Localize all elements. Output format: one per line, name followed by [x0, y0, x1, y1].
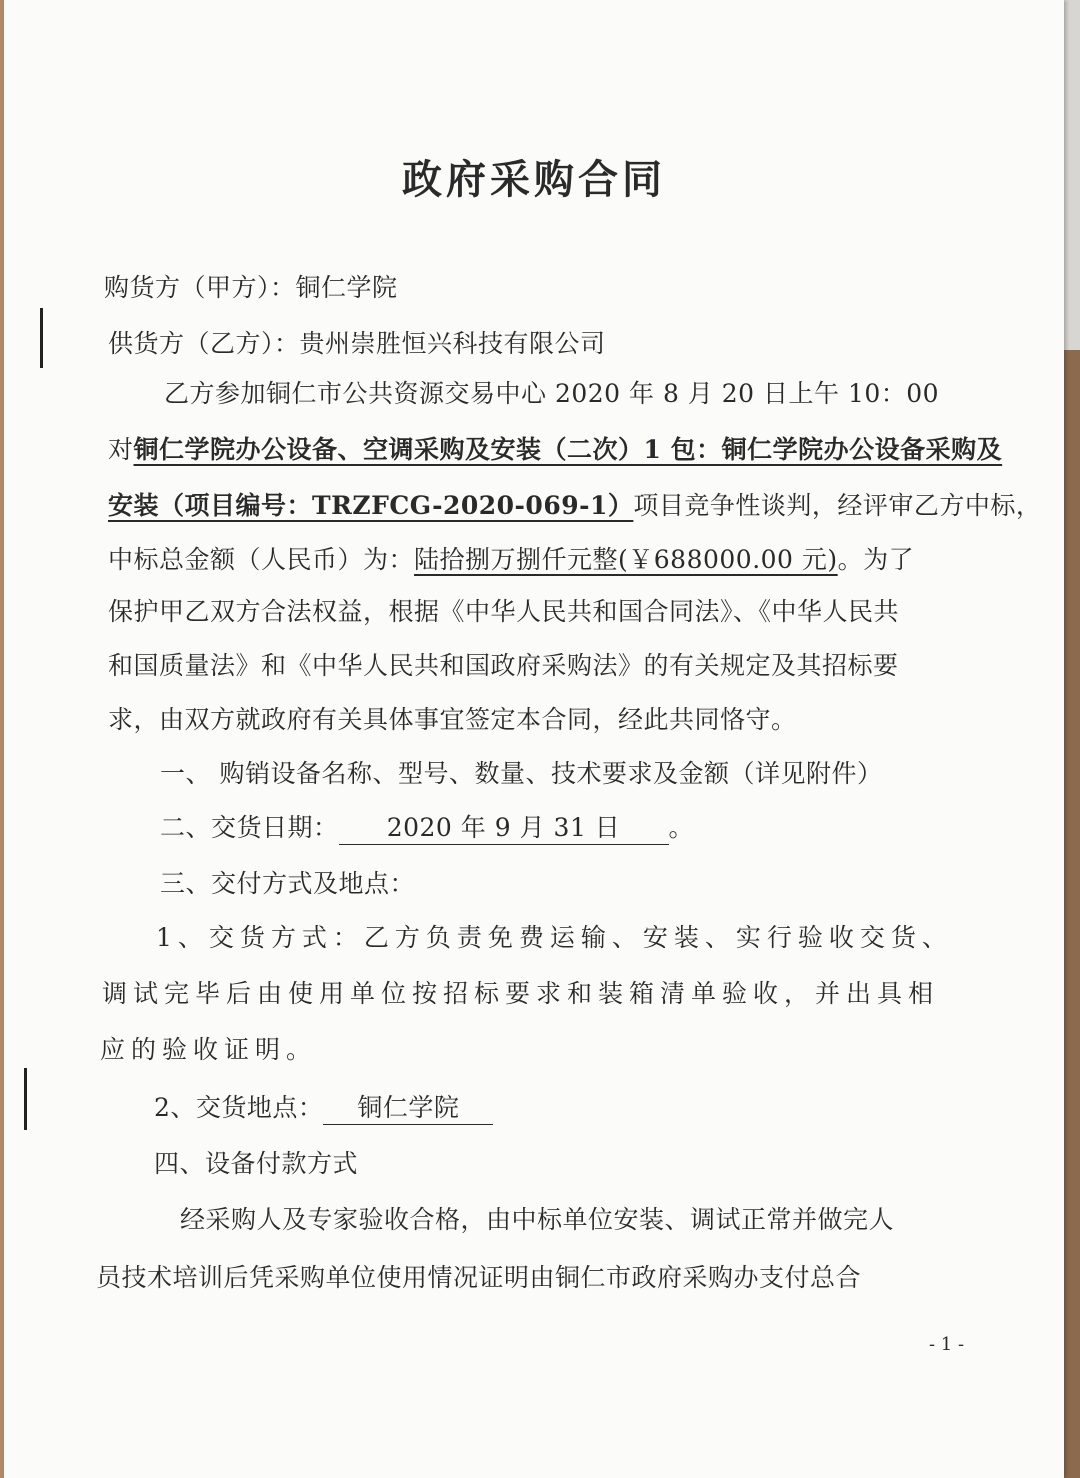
- item-2: [154, 1092, 493, 1125]
- page-title: 政府采购合同: [402, 157, 666, 203]
- payment-line-2: 员技术培训后凭采购单位使用情况证明由铜仁市政府采购办支付总合: [96, 1263, 862, 1292]
- buyer-label: 购货方（甲方）：: [104, 273, 296, 302]
- intro-line-7: 求，由双方就政府有关具体事宜签定本合同，经此共同恪守。: [108, 705, 797, 734]
- delivery-date-value: 2020 年 9 月 31 日: [339, 812, 669, 845]
- delivery-date-label: 二、交货日期：: [160, 813, 339, 842]
- delivery-place-value: 铜仁学院: [323, 1092, 493, 1125]
- intro-line-3: 安装（项目编号：TRZFCG-2020-069-1）项目竞争性谈判，经评审乙方中标，: [108, 491, 1042, 520]
- section-4: 四、设备付款方式: [154, 1149, 359, 1178]
- section-2: 二、交货日期： 2020 年 9 月 31 日 。: [160, 812, 694, 845]
- supplier-line: [108, 328, 606, 360]
- binding-mark: [24, 1068, 27, 1130]
- intro-line-6: 和国质量法》和《中华人民共和国政府采购法》的有关规定及其招标要: [108, 651, 899, 680]
- item-1-line-3: 应的验收证明。: [100, 1035, 318, 1064]
- section-3: 三、交付方式及地点：: [160, 869, 416, 898]
- delivery-place-label: 2、交货地点：: [154, 1093, 324, 1122]
- intro-line-4: 中标总金额（人民币）为：陆拾捌万捌仟元整(￥688000.00 元)。为了: [108, 545, 915, 574]
- section-1: 一、 购销设备名称、型号、数量、技术要求及金额（详见附件）: [160, 759, 883, 788]
- intro-line-2: 对铜仁学院办公设备、空调采购及安装（二次）1 包：铜仁学院办公设备采购及: [108, 435, 1003, 464]
- project-name: 铜仁学院办公设备、空调采购及安装（二次）1 包：铜仁学院办公设备采购及: [133, 435, 1003, 464]
- page-number: - 1 -: [929, 1334, 965, 1355]
- binding-mark: [40, 308, 43, 368]
- payment-line-1: 经采购人及专家验收合格，由中标单位安装、调试正常并做完人: [180, 1205, 895, 1234]
- project-number: 安装（项目编号：TRZFCG-2020-069-1）: [108, 491, 634, 520]
- buyer-line: [104, 272, 398, 304]
- intro-line-1: 乙方参加铜仁市公共资源交易中心 2020 年 8 月 20 日上午 10：00: [164, 379, 940, 408]
- item-1-line-1: 1、交货方式：乙方负责免费运输、安装、实行验收交货、: [156, 923, 953, 952]
- intro-line-5: 保护甲乙双方合法权益，根据《中华人民共和国合同法》、《中华人民共: [108, 597, 900, 626]
- contract-amount: 陆拾捌万捌仟元整(￥688000.00 元): [414, 545, 838, 574]
- item-1-line-2: 调试完毕后由使用单位按招标要求和装箱清单验收，并出具相: [102, 979, 940, 1008]
- supplier-label: 供货方（乙方）：: [108, 329, 300, 358]
- buyer-value: 铜仁学院: [295, 273, 398, 302]
- document-page: [4, 0, 1064, 1478]
- supplier-value: 贵州崇胜恒兴科技有限公司: [299, 329, 606, 358]
